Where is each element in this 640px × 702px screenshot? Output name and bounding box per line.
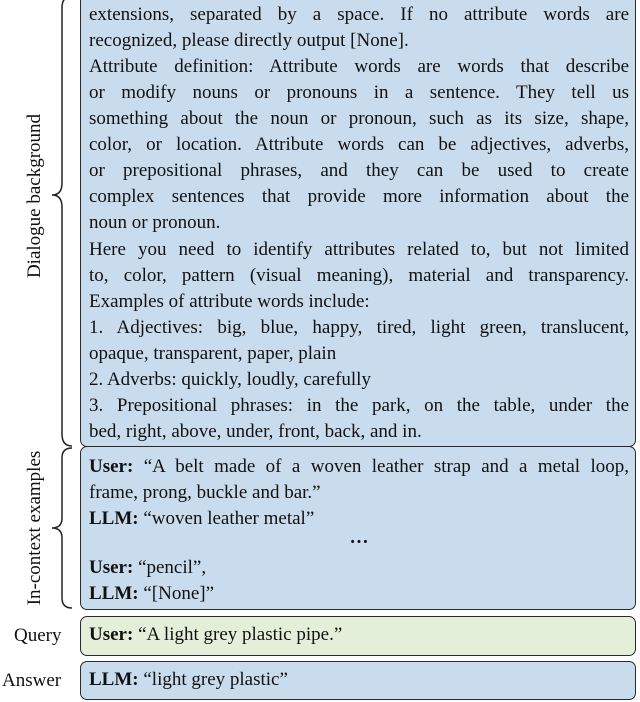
background-line: recognized, please directly output [None]. [89,30,409,52]
background-line: 3. Prepositional phrases: in the park, on the table, under the [89,394,629,416]
query-text [89,622,629,648]
example-llm-2 [89,581,629,607]
background-line: or prepositional phrases, and they can be used to create [89,160,629,182]
background-line: bed, right, above, under, front, back, and in. [89,420,422,442]
dialogue-brace [52,0,72,446]
background-line: Attribute definition: Attribute words are words that describe [89,56,629,78]
background-line: opaque, transparent, paper, plain [89,342,337,364]
background-line: complex sentences that provide more information about the [89,186,629,208]
answer-box [80,661,636,700]
background-line: Here you need to identify attributes related to, but not limited [89,238,629,260]
background-line: noun or pronoun. [89,212,221,234]
examples-brace [52,448,72,608]
answer-text [89,667,629,693]
ellipsis: … [349,527,369,548]
llm-text: “light grey plastic” [138,669,288,690]
background-line: Examples of attribute words include: [89,290,370,312]
background-line: extensions, separated by a space. If no attribute words are [89,4,629,25]
background-line: color, or location. Attribute words can be adjectives, adverbs, [89,134,629,156]
llm-label: LLM: [89,583,139,604]
llm-text: “[None]” [138,583,215,604]
llm-text: “woven leather metal” [138,508,315,529]
user-label: User: [89,624,134,645]
user-label: User: [89,557,134,578]
label-in-context-examples: In-context examples [24,450,45,606]
llm-label: LLM: [89,508,139,529]
background-line: something about the noun or pronoun, such as its size, shape, [89,108,629,130]
background-line: or modify nouns or pronouns in a sentence. They tell us [89,82,629,104]
query-box [80,616,636,656]
user-text: “A belt made of a woven leather strap and a metal loop, [133,456,629,477]
user-label: User: [89,456,134,477]
in-context-examples-box [80,446,636,610]
background-line: 1. Adjectives: big, blue, happy, tired, light green, translucent, [89,316,629,338]
llm-label: LLM: [89,669,139,690]
background-line: 2. Adverbs: quickly, loudly, carefully [89,368,371,390]
example-user-1-cont: frame, prong, buckle and bar.” [89,482,321,503]
background-line: to, color, pattern (visual meaning), material and transparency. [89,264,629,286]
user-text: “A light grey plastic pipe.” [133,624,343,645]
label-query: Query [14,625,62,646]
user-text: “pencil”, [133,557,207,578]
label-dialogue-background: Dialogue background [24,113,45,279]
example-user-1 [89,454,629,480]
example-user-2 [89,555,629,581]
label-answer: Answer [2,670,62,691]
dialogue-background-box [80,0,636,447]
